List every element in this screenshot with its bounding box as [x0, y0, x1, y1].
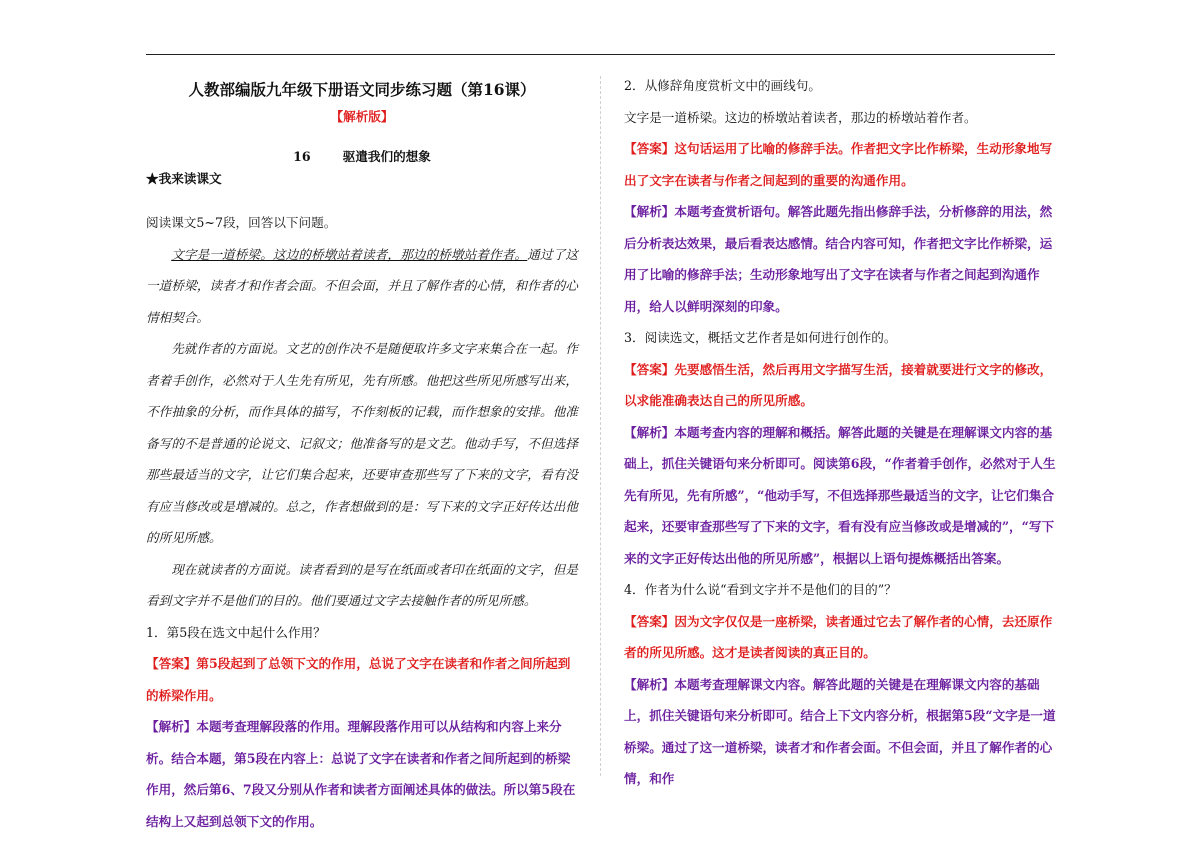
analysis-3: 【解析】本题考查内容的理解和概括。解答此题的关键是在理解课文内容的基础上，抓住关键语句来分析即可。阅读第6段，“作者着手创作，必然对于人生先有所见，先有所感”，“他动手写，不但选择那些最适当的文字，让它们集合起来，还要审查那些写了下来的文字，看有没有应当修改或是增减的”，“写下来的文字正好传达出他的所见所感”，根据以上语句提炼概括出答案。 [624, 424, 1056, 566]
right-column [624, 70, 1056, 795]
underlined-sentence: 文字是一道桥梁。这边的桥墩站着读者，那边的桥墩站着作者。 [171, 246, 528, 262]
document-title: 人教部编版九年级下册语文同步练习题（第16课） [188, 80, 536, 99]
top-rule [146, 54, 1055, 55]
question-2: 2．从修辞角度赏析文中的画线句。 [624, 78, 821, 93]
left-column [146, 70, 578, 837]
lesson-number: 16 [293, 149, 311, 164]
passage-paragraph-5 [146, 239, 578, 334]
lesson-name: 驱遣我们的想象 [342, 149, 431, 164]
analysis-1: 【解析】本题考查理解段落的作用。理解段落作用可以从结构和内容上来分析。结合本题，第5段在内容上：总说了文字在读者和作者之间所起到的桥梁作用，然后第6、7段又分别从作者和读者方面阐述具体的做法。所以第5段在结构上又起到总领下文的作用。 [146, 719, 576, 829]
question-1: 1．第5段在选文中起什么作用？ [146, 624, 326, 640]
question-4: 4．作者为什么说“看到文字并不是他们的目的”？ [624, 582, 897, 597]
column-divider [600, 76, 601, 776]
document-subtitle: 【解析版】 [330, 109, 394, 124]
analysis-4: 【解析】本题考查理解课文内容。解答此题的关键是在理解课文内容的基础上，抓住关键语句来分析即可。结合上下文内容分析，根据第5段“文字是一道桥梁。通过了这一道桥梁，读者才和作者会面。不但会面，并且了解作者的心情，和作 [624, 676, 1056, 786]
answer-3: 【答案】先要感悟生活，然后再用文字描写生活，接着就要进行文字的修改，以求能准确表达自己的所见所感。 [624, 361, 1053, 408]
question-3: 3．阅读选文，概括文艺作者是如何进行创作的。 [624, 330, 897, 345]
answer-2: 【答案】这句话运用了比喻的修辞手法。作者把文字比作桥梁，生动形象地写出了文字在读者与作者之间起到的重要的沟通作用。 [624, 141, 1053, 188]
answer-1: 【答案】第5段起到了总领下文的作用，总说了文字在读者和作者之间所起到的桥梁作用。 [146, 656, 571, 703]
instruction-text: 阅读课文5~7段，回答以下问题。 [146, 215, 337, 230]
passage-paragraph-7: 现在就读者的方面说。读者看到的是写在纸面或者印在纸面的文字，但是看到文字并不是他们的目的。他们要通过文字去接触作者的所见所感。 [146, 561, 578, 608]
passage-paragraph-5-rest: 通过了这一道桥梁，读者才和作者会面。不但会面，并且了解作者的心情，和作者的心情相契合。 [146, 246, 579, 325]
passage-paragraph-6: 先就作者的方面说。文艺的创作决不是随便取许多文字来集合在一起。作者着手创作，必然对于人生先有所见，先有所感。他把这些所见所感写出来，不作抽象的分析，而作具体的描写，不作刻板的记载，而作想象的安排。他准备写的不是普通的论说文、记叙文；他准备写的是文艺。他动手写，不但选择那些最适当的文字，让它们集合起来，还要审查那些写了下来的文字，看有没有应当修改或是增减的。总之，作者想做到的是：写下来的文字正好传达出他的所见所感。 [146, 341, 578, 545]
question-2-quote: 文字是一道桥梁。这边的桥墩站着读者，那边的桥墩站着作者。 [624, 109, 977, 125]
section-heading: ★我来读课文 [146, 171, 222, 186]
answer-4: 【答案】因为文字仅仅是一座桥梁，读者通过它去了解作者的心情，去还原作者的所见所感。这才是读者阅读的真正目的。 [624, 613, 1053, 660]
analysis-2: 【解析】本题考查赏析语句。解答此题先指出修辞手法，分析修辞的用法，然后分析表达效果，最后看表达感情。结合内容可知，作者把文字比作桥梁，运用了比喻的修辞手法；生动形象地写出了文字在读者与作者之间起到沟通作用，给人以鲜明深刻的印象。 [624, 204, 1053, 314]
lesson-title [146, 143, 578, 171]
